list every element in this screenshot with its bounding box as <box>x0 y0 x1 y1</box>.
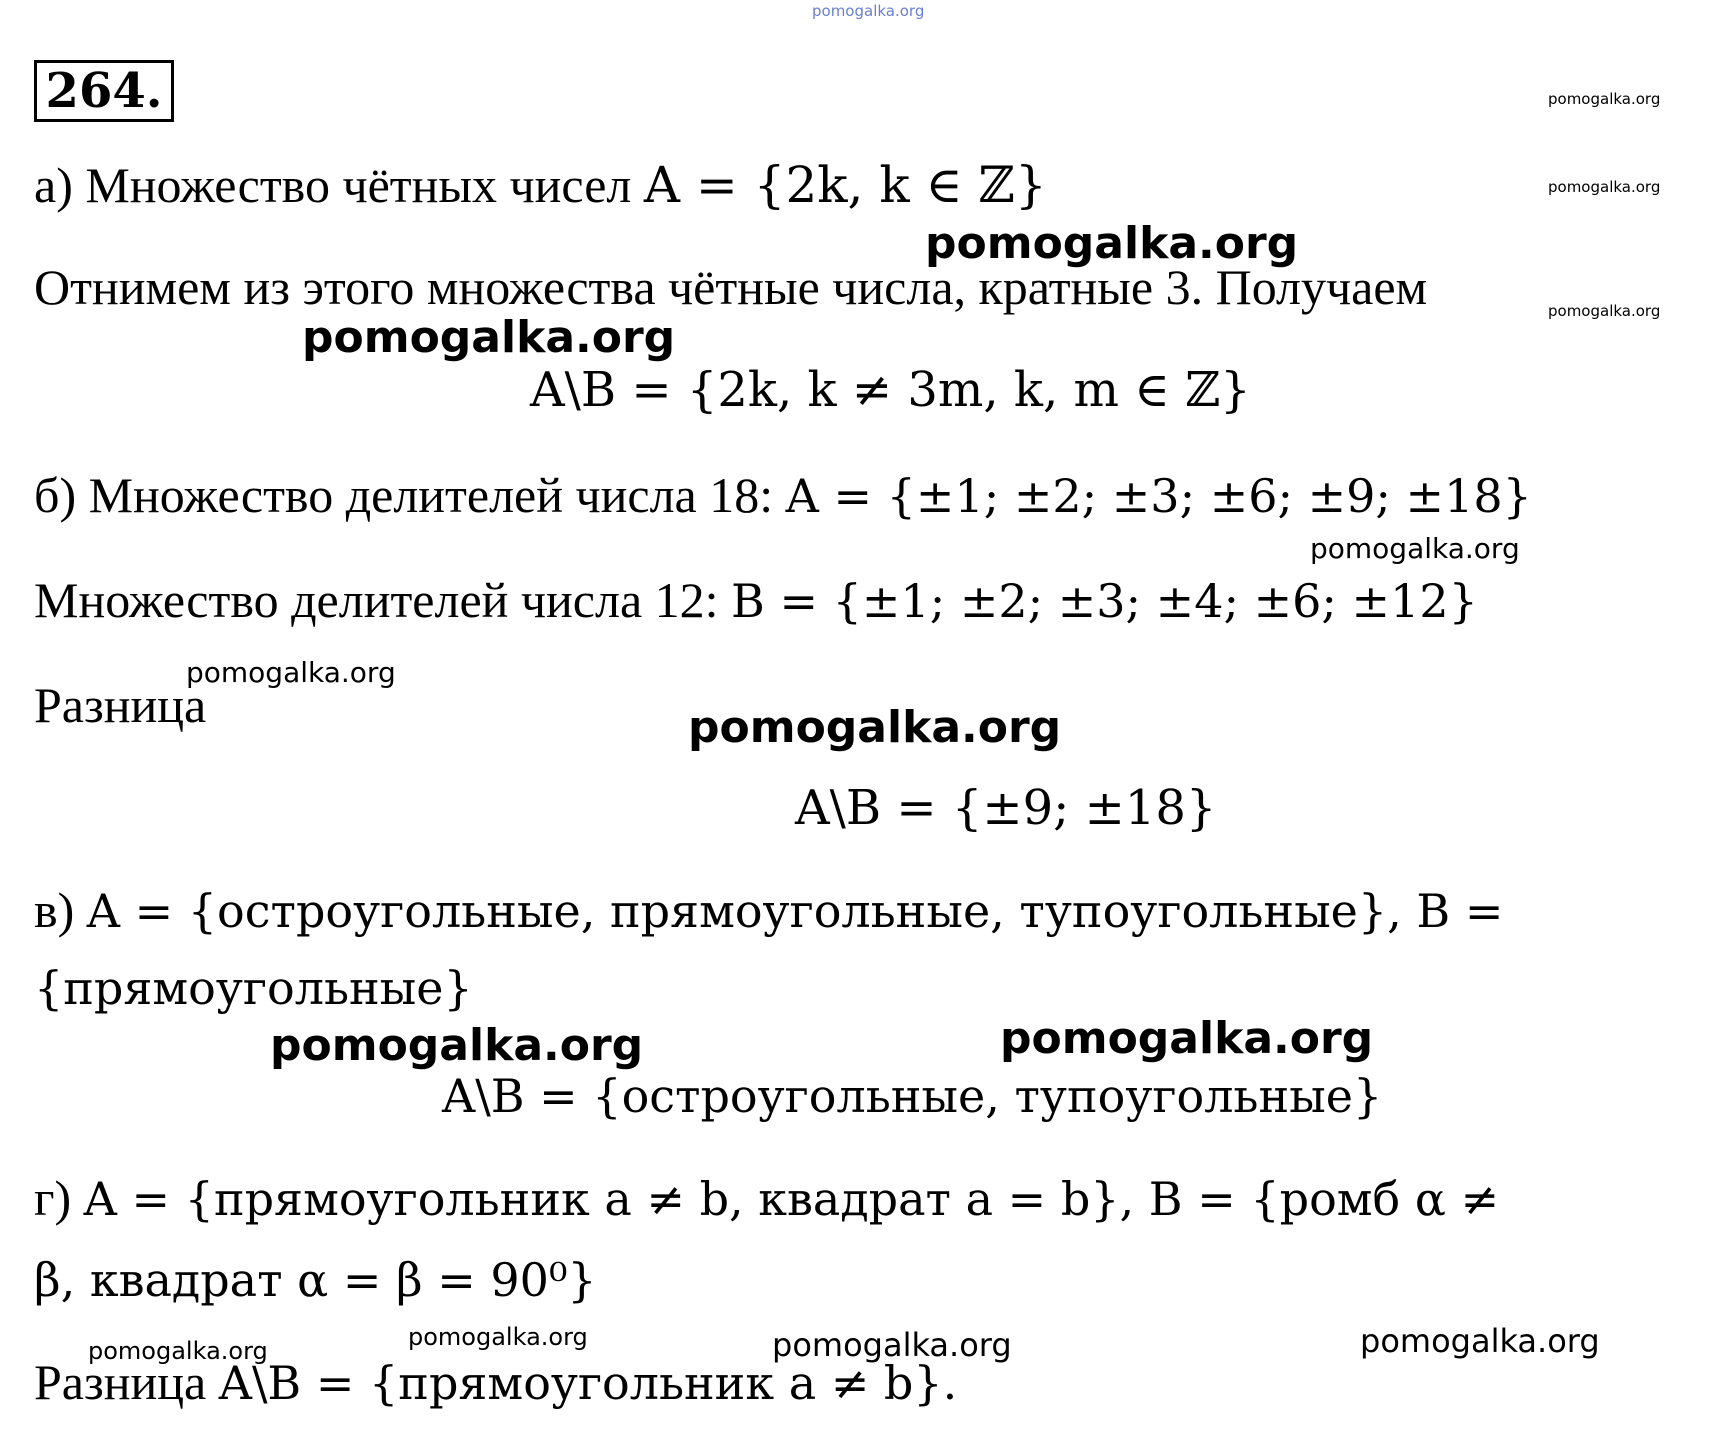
part-a-result: A\B = {2k, k ≠ 3m, k, m ∈ ℤ} <box>530 362 1251 418</box>
part-b-set-a: A = {±1; ±2; ±3; ±6; ±9; ±18} <box>785 469 1532 523</box>
part-a-label: а) Множество чётных чисел <box>34 157 644 213</box>
part-c-result: A\B = {остроугольные, тупоугольные} <box>442 1069 1383 1123</box>
part-b-line1 <box>34 465 1532 526</box>
part-a-set-formula: A = {2k, k ∈ ℤ} <box>643 156 1047 214</box>
watermark-small: pomogalka.org <box>1548 90 1661 108</box>
watermark-small: pomogalka.org <box>1548 178 1661 196</box>
part-a-line1 <box>34 155 1047 215</box>
part-a-line2: Отнимем из этого множества чётные числа, кратные 3. Получаем <box>34 259 1428 315</box>
watermark-large: pomogalka.org <box>270 1020 644 1071</box>
problem-number: 264. <box>34 60 174 122</box>
watermark-medium: pomogalka.org <box>88 1337 268 1365</box>
part-b-result: A\B = {±9; ±18} <box>795 780 1217 836</box>
part-b-label2: Множество делителей числа 12: <box>34 572 732 628</box>
part-d-line1 <box>34 1168 1499 1229</box>
watermark-large: pomogalka.org <box>688 702 1062 753</box>
part-d-line2: β, квадрат α = β = 90⁰} <box>34 1253 597 1307</box>
watermark-medium: pomogalka.org <box>408 1323 588 1351</box>
watermark-large: pomogalka.org <box>1000 1013 1374 1064</box>
part-c-line1 <box>34 880 1503 941</box>
part-b-line3: Разница <box>34 677 207 733</box>
part-d-result: A\B = {прямоугольник a ≠ b}. <box>218 1356 958 1410</box>
part-c-line2: {прямоугольные} <box>34 961 473 1015</box>
part-d-line3 <box>34 1352 957 1413</box>
watermark-large: pomogalka.org <box>925 218 1299 269</box>
watermark-medium: pomogalka.org <box>186 656 396 689</box>
watermark-top: pomogalka.org <box>812 2 925 20</box>
watermark-large: pomogalka.org <box>302 312 676 363</box>
watermark-small: pomogalka.org <box>1548 302 1661 320</box>
part-c-label: в) <box>34 882 87 938</box>
part-b-set-b: B = {±1; ±2; ±3; ±4; ±6; ±12} <box>731 574 1478 628</box>
watermark-medium: pomogalka.org <box>772 1326 1012 1364</box>
watermark-medium: pomogalka.org <box>1310 532 1520 565</box>
part-d-difference-label: Разница <box>34 1354 219 1410</box>
part-d-label: г) <box>34 1170 84 1226</box>
part-b-line2 <box>34 570 1478 631</box>
part-b-label: б) Множество делителей числа 18: <box>34 467 786 523</box>
watermark-medium: pomogalka.org <box>1360 1322 1600 1360</box>
part-c-set-formula: A = {остроугольные, прямоугольные, тупоугольные}, B = <box>86 884 1504 938</box>
part-d-set-formula: A = {прямоугольник a ≠ b, квадрат a = b}, B = {ромб α ≠ <box>83 1172 1500 1226</box>
